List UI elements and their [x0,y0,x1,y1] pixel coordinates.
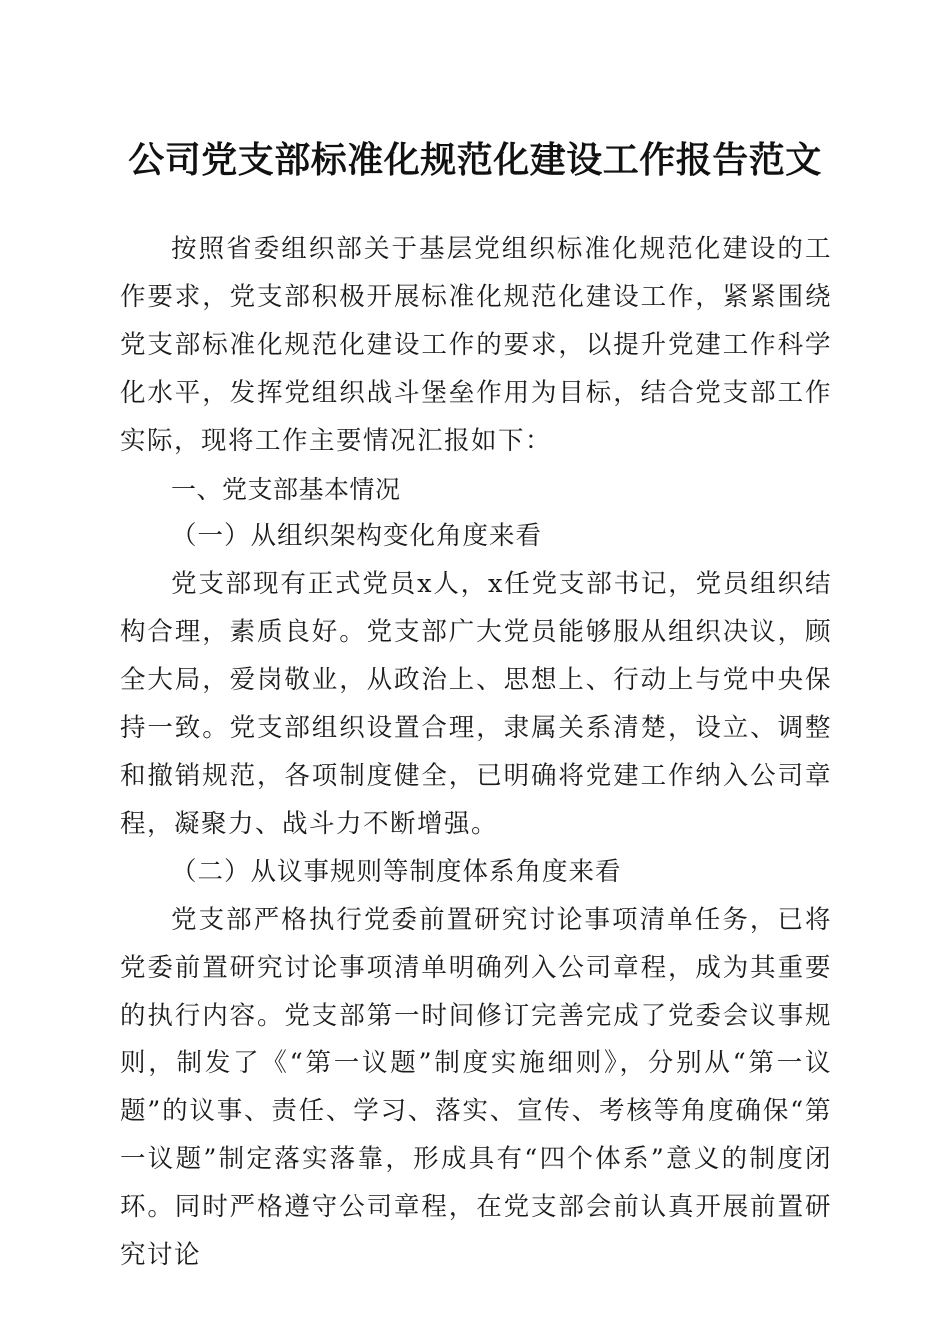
subsection-heading-1: （一）从组织架构变化角度来看 [171,521,543,552]
subsection-heading-2: （二）从议事规则等制度体系角度来看 [171,856,622,887]
body-paragraph-2: 党支部严格执行党委前置研究讨论事项清单任务，已将党委前置研究讨论事项清单明确列入公司章程，成为其重要的执行内容。党支部第一时间修订完善完成了党委会议事规则，制发了《“第一议题”制度实施细则》，分别从“第一议题”的议事、责任、学习、落实、宣传、考核等角度确保“第一议题”制定落实落靠，形成具有“四个体系”意义的制度闭环。同时严格遵守公司章程，在党支部会前认真开展前置研究讨论 [120,904,832,1271]
document-title: 公司党支部标准化规范化建设工作报告范文 [128,139,822,181]
document-body [120,226,832,1280]
intro-paragraph: 按照省委组织部关于基层党组织标准化规范化建设的工作要求，党支部积极开展标准化规范化建设工作，紧紧围绕党支部标准化规范化建设工作的要求，以提升党建工作科学化水平，发挥党组织战斗堡垒作用为目标，结合党支部工作实际，现将工作主要情况汇报如下： [120,234,832,456]
body-paragraph-1: 党支部现有正式党员x人，x任党支部书记，党员组织结构合理，素质良好。党支部广大党员能够服从组织决议，顾全大局，爱岗敬业，从政治上、思想上、行动上与党中央保持一致。党支部组织设置合理，隶属关系清楚，设立、调整和撤销规范，各项制度健全，已明确将党建工作纳入公司章程，凝聚力、战斗力不断增强。 [120,569,832,839]
section-heading-1: 一、党支部基本情况 [171,474,401,504]
